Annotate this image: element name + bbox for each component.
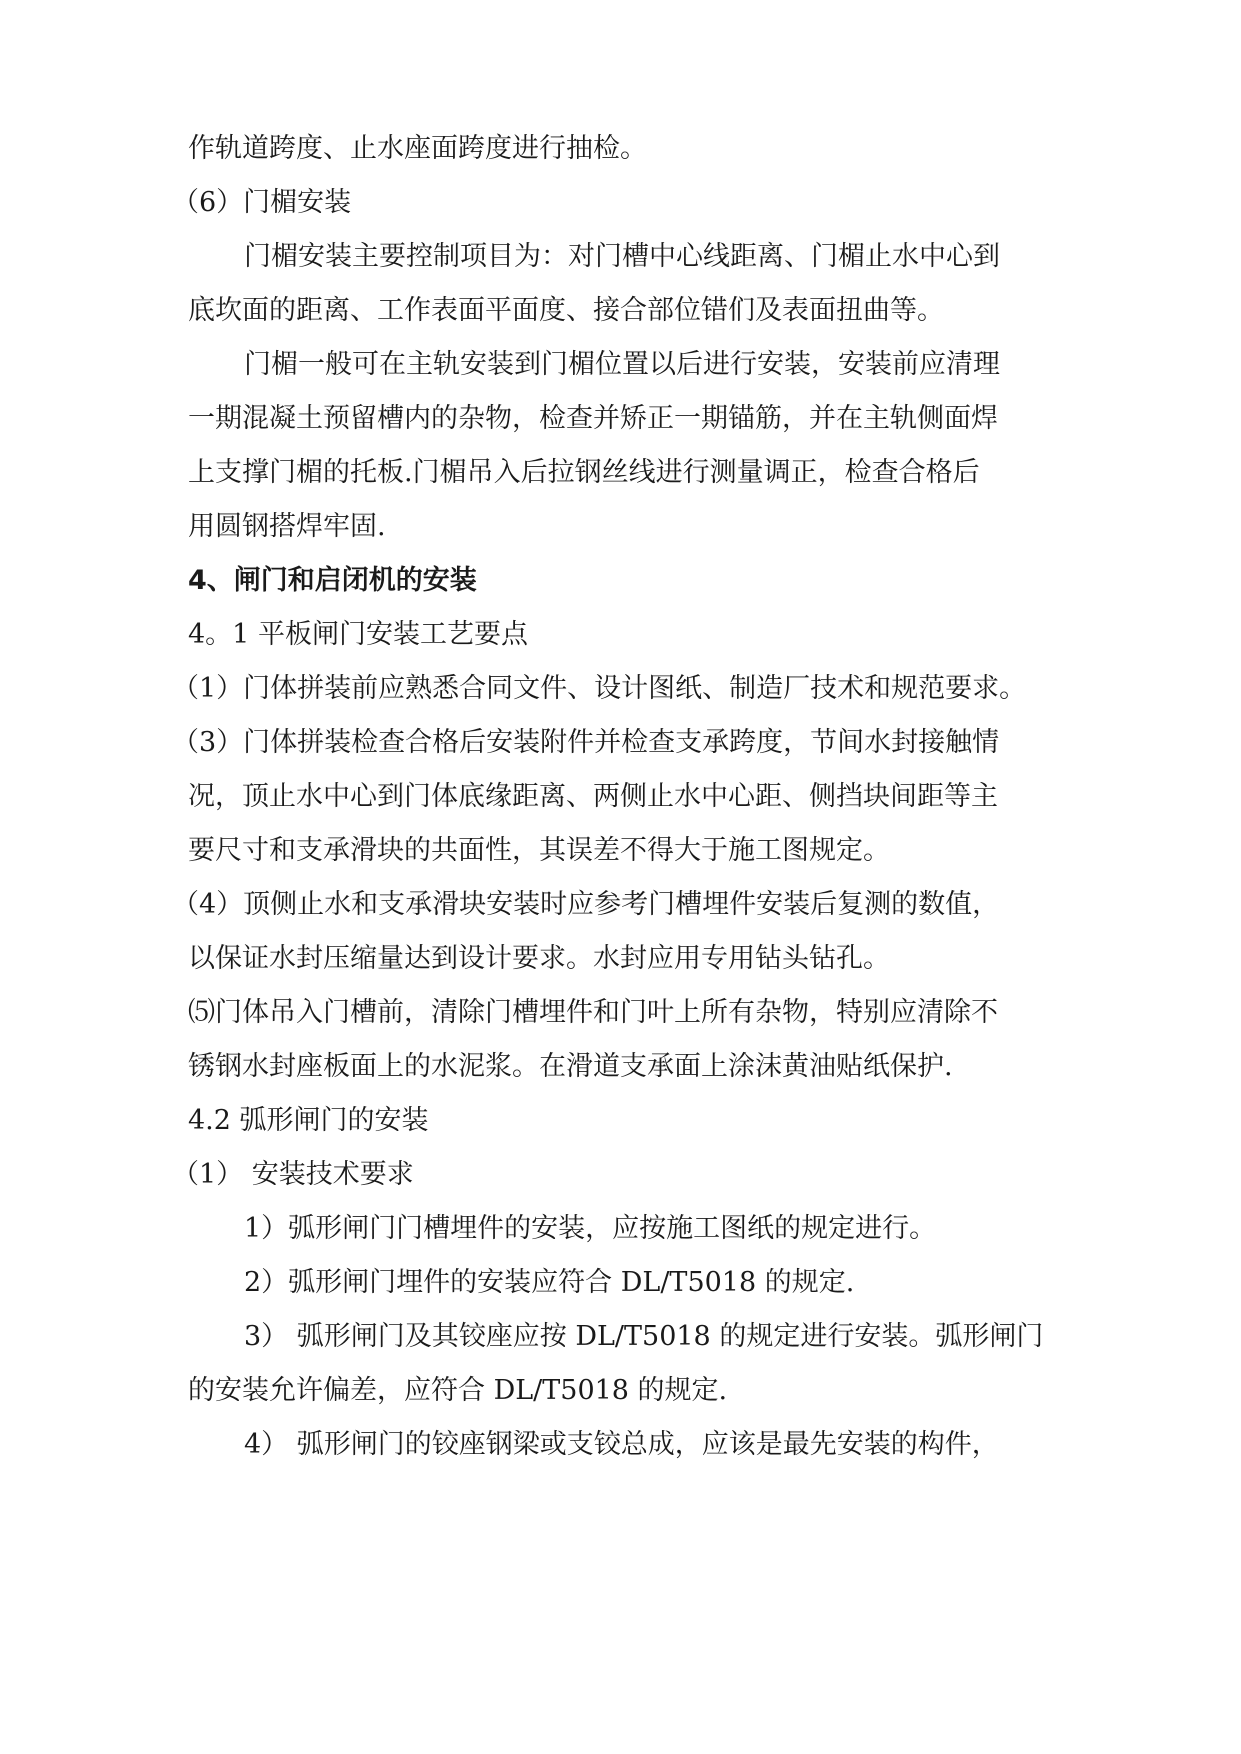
text-line: 锈钢水封座板面上的水泥浆。在滑道支承面上涂沫黄油贴纸保护. bbox=[188, 1051, 953, 1082]
text-line: 一期混凝土预留槽内的杂物，检查并矫正一期锚筋，并在主轨侧面焊 bbox=[188, 403, 998, 434]
text-line: 的安装允许偏差，应符合 DL/T5018 的规定. bbox=[188, 1375, 728, 1406]
text-line: 4） 弧形闸门的铰座钢梁或支铰总成，应该是最先安装的构件， bbox=[244, 1429, 999, 1460]
subsection-heading: 4。1 平板闸门安装工艺要点 bbox=[188, 619, 528, 650]
section-heading: （1） 安装技术要求 bbox=[172, 1159, 414, 1190]
text-line: 门楣安装主要控制项目为：对门槽中心线距离、门楣止水中心到 bbox=[244, 241, 1000, 272]
text-line: 用圆钢搭焊牢固. bbox=[188, 511, 386, 542]
chapter-heading: 4、闸门和启闭机的安装 bbox=[188, 565, 477, 596]
subsection-heading: 4.2 弧形闸门的安装 bbox=[188, 1105, 429, 1136]
text-line: （4）顶侧止水和支承滑块安装时应参考门槽埋件安装后复测的数值， bbox=[172, 889, 1000, 920]
text-line: 底坎面的距离、工作表面平面度、接合部位错们及表面扭曲等。 bbox=[188, 295, 944, 326]
text-line: 2）弧形闸门埋件的安装应符合 DL/T5018 的规定. bbox=[244, 1267, 855, 1298]
text-line: 况，顶止水中心到门体底缘距离、两侧止水中心距、侧挡块间距等主 bbox=[188, 781, 998, 812]
text-line: 作轨道跨度、止水座面跨度进行抽检。 bbox=[188, 133, 647, 164]
text-line: 要尺寸和支承滑块的共面性，其误差不得大于施工图规定。 bbox=[188, 835, 890, 866]
text-line: 门楣一般可在主轨安装到门楣位置以后进行安装，安装前应清理 bbox=[244, 349, 1000, 380]
text-line: 1）弧形闸门门槽埋件的安装，应按施工图纸的规定进行。 bbox=[244, 1213, 937, 1244]
section-heading: （6）门楣安装 bbox=[172, 187, 352, 218]
text-line: 3） 弧形闸门及其铰座应按 DL/T5018 的规定进行安装。弧形闸门 bbox=[244, 1321, 1044, 1352]
text-line: ⑸门体吊入门槽前，清除门槽埋件和门叶上所有杂物，特别应清除不 bbox=[188, 997, 998, 1028]
text-line: 上支撑门楣的托板.门楣吊入后拉钢丝线进行测量调正，检查合格后 bbox=[188, 457, 980, 488]
text-line: （1）门体拼装前应熟悉合同文件、设计图纸、制造厂技术和规范要求。 bbox=[172, 673, 1027, 704]
text-line: （3）门体拼装检查合格后安装附件并检查支承跨度，节间水封接触情 bbox=[172, 727, 1000, 758]
text-line: 以保证水封压缩量达到设计要求。水封应用专用钻头钻孔。 bbox=[188, 943, 890, 974]
